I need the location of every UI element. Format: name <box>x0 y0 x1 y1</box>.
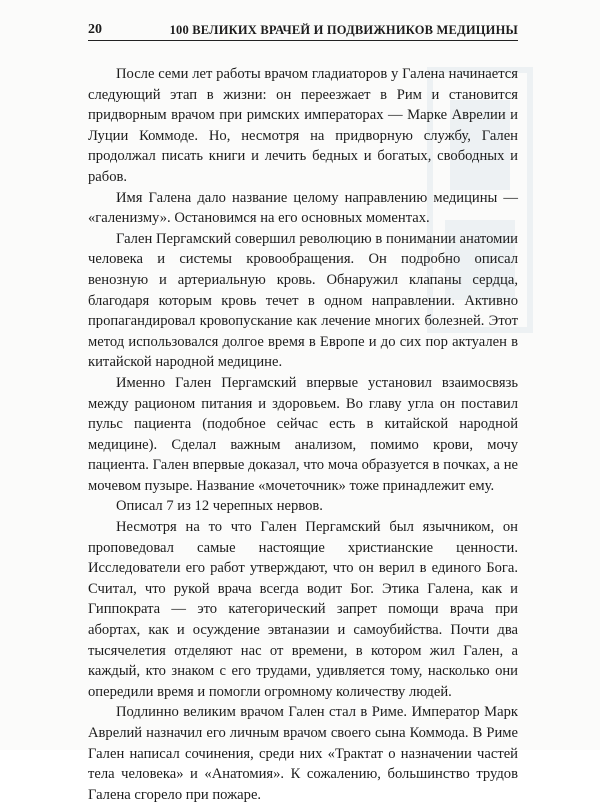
body-text <box>88 64 518 805</box>
paragraph-anatomy: Гален Пергамский совершил революцию в понимании анатомии человека и системы кровообращения. Он подробно описал венозную и артериальную кровь. Обнаружил клапаны сердца, благодаря которым кровь течет в одном направлении. Активно пропагандировал кровопускание как лечение многих болезней. Этот метод использовался долгое время в Европе и до сих пор актуален в китайской народной медицине. <box>88 230 518 371</box>
paragraph-nutrition: Именно Гален Пергамский впервые установил взаимосвязь между рационом питания и здоровьем. Во главу угла он поставил пульс пациента (подобное сейчас есть в китайской народной медицине). Сделал важным анализом, помимо крови, мочу пациента. Гален впервые доказал, что моча образуется в почках, а не мочевом пузыре. Название «мочеточник» тоже принадлежит ему. <box>88 374 518 494</box>
paragraph-cranial-nerves: Описал 7 из 12 черепных нервов. <box>116 498 323 515</box>
paragraph-rome-works: Подлинно великим врачом Гален стал в Риме. Император Марк Аврелий назначил его личным врачом своего сына Коммода. В Риме Гален написал сочинения, среди них «Трактат о назначении частей тела человека» и «Анатомия». К сожалению, большинство трудов Галена сгорело при пожаре. <box>88 704 518 803</box>
page-header <box>88 22 518 41</box>
running-head: 100 ВЕЛИКИХ ВРАЧЕЙ И ПОДВИЖНИКОВ МЕДИЦИНЫ <box>169 23 518 37</box>
paragraph-ethics: Несмотря на то что Гален Пергамский был язычником, он проповедовал самые настоящие христианские ценности. Исследователи его работ утверждают, что он верил в единого Бога. Считал, что рукой врача всегда водит Бог. Этика Галена, как и Гиппократа — это категорический запрет помощи врача при абортах, как и осуждение эвтаназии и самоубийства. Почти два тысячелетия отделяют нас от времени, в котором жил Гален, а каждый, кто знаком с его трудами, удивляется тому, насколько они опередили время и помогли огромному количеству людей. <box>88 519 518 700</box>
paragraph-rome-move: После семи лет работы врачом гладиаторов у Галена начинается следующий этап в жизни: он переезжает в Рим и становится придворным врачом при римских императорах — Марке Аврелии и Луции Коммоде. Но, несмотря на придворную службу, Гален продолжал писать книги и лечить бедных и богатых, свободных и рабов. <box>88 66 518 185</box>
paragraph-galenism: Имя Галена дало название целому направлению медицины — «галенизму». Остановимся на его основных моментах. <box>88 189 518 227</box>
page-number: 20 <box>88 22 102 37</box>
